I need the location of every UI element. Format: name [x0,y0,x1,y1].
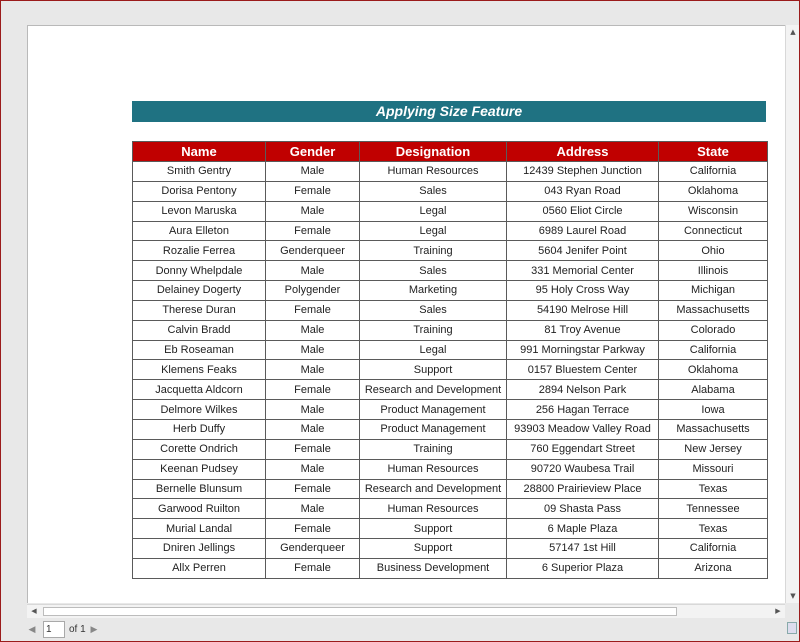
table-cell-state: Colorado [659,320,768,340]
table-cell-designation: Product Management [360,419,507,439]
document-title: Applying Size Feature [132,101,766,122]
table-cell-name: Klemens Feaks [133,360,266,380]
table-cell-address: 54190 Melrose Hill [507,300,659,320]
table-cell-gender: Male [266,459,360,479]
table-cell-address: 991 Morningstar Parkway [507,340,659,360]
table-cell-address: 95 Holy Cross Way [507,281,659,301]
table-cell-name: Allx Perren [133,558,266,578]
table-cell-state: Ohio [659,241,768,261]
table-cell-designation: Sales [360,300,507,320]
table-row [133,539,768,559]
table-cell-gender: Male [266,320,360,340]
table-cell-address: 90720 Waubesa Trail [507,459,659,479]
table-cell-state: Oklahoma [659,360,768,380]
column-header-name: Name [133,142,266,162]
table-cell-gender: Male [266,261,360,281]
table-row [133,479,768,499]
table-cell-gender: Male [266,419,360,439]
page-count-label: of 1 [69,624,86,635]
table-cell-designation: Support [360,519,507,539]
table-cell-state: California [659,340,768,360]
resize-grip-icon[interactable] [787,622,797,634]
table-cell-address: 12439 Stephen Junction [507,162,659,182]
table-cell-address: 5604 Jenifer Point [507,241,659,261]
table-cell-address: 0560 Eliot Circle [507,201,659,221]
table-cell-name: Bernelle Blunsum [133,479,266,499]
table-cell-designation: Human Resources [360,499,507,519]
table-cell-state: California [659,539,768,559]
next-page-icon[interactable]: ▶ [90,625,98,635]
table-cell-address: 256 Hagan Terrace [507,400,659,420]
table-row [133,558,768,578]
table-cell-address: 6989 Laurel Road [507,221,659,241]
table-cell-state: Texas [659,479,768,499]
table-row [133,162,768,182]
table-cell-state: New Jersey [659,439,768,459]
table-cell-gender: Genderqueer [266,539,360,559]
table-cell-address: 09 Shasta Pass [507,499,659,519]
table-cell-state: Michigan [659,281,768,301]
table-cell-gender: Female [266,221,360,241]
table-row [133,340,768,360]
table-cell-designation: Sales [360,181,507,201]
table-row [133,181,768,201]
column-header-state: State [659,142,768,162]
table-cell-state: California [659,162,768,182]
table-cell-designation: Product Management [360,400,507,420]
scroll-left-icon[interactable]: ◀ [31,607,37,615]
horizontal-scroll-thumb[interactable] [43,607,677,616]
table-row [133,360,768,380]
table-cell-name: Herb Duffy [133,419,266,439]
table-cell-name: Aura Elleton [133,221,266,241]
table-row [133,261,768,281]
table-cell-designation: Human Resources [360,162,507,182]
table-cell-gender: Female [266,181,360,201]
table-cell-gender: Female [266,300,360,320]
column-header-address: Address [507,142,659,162]
column-header-gender: Gender [266,142,360,162]
table-row [133,419,768,439]
table-cell-name: Smith Gentry [133,162,266,182]
table-cell-gender: Genderqueer [266,241,360,261]
table-row [133,320,768,340]
vertical-scrollbar[interactable] [785,25,799,603]
horizontal-scrollbar[interactable] [27,604,785,618]
table-cell-address: 0157 Bluestem Center [507,360,659,380]
table-cell-state: Oklahoma [659,181,768,201]
table-cell-name: Jacquetta Aldcorn [133,380,266,400]
table-cell-designation: Legal [360,340,507,360]
table-row [133,519,768,539]
table-cell-address: 043 Ryan Road [507,181,659,201]
table-cell-name: Corette Ondrich [133,439,266,459]
column-header-designation: Designation [360,142,507,162]
table-cell-address: 331 Memorial Center [507,261,659,281]
table-cell-address: 81 Troy Avenue [507,320,659,340]
table-cell-name: Delmore Wilkes [133,400,266,420]
table-row [133,201,768,221]
table-cell-gender: Male [266,162,360,182]
table-cell-name: Rozalie Ferrea [133,241,266,261]
table-cell-address: 760 Eggendart Street [507,439,659,459]
table-cell-name: Keenan Pudsey [133,459,266,479]
table-cell-designation: Training [360,241,507,261]
table-cell-name: Levon Maruska [133,201,266,221]
table-cell-name: Donny Whelpdale [133,261,266,281]
table-cell-gender: Male [266,499,360,519]
scroll-right-icon[interactable]: ▶ [775,607,781,615]
table-cell-gender: Male [266,400,360,420]
table-cell-name: Eb Roseaman [133,340,266,360]
table-cell-address: 6 Superior Plaza [507,558,659,578]
table-cell-name: Calvin Bradd [133,320,266,340]
table-cell-name: Delainey Dogerty [133,281,266,301]
table-cell-name: Dniren Jellings [133,539,266,559]
table-cell-state: Alabama [659,380,768,400]
table-cell-name: Garwood Ruilton [133,499,266,519]
page-canvas [27,25,785,603]
table-cell-designation: Sales [360,261,507,281]
table-cell-state: Arizona [659,558,768,578]
table-cell-state: Texas [659,519,768,539]
scroll-up-icon[interactable]: ▲ [790,28,796,36]
table-row [133,380,768,400]
table-cell-gender: Female [266,519,360,539]
table-cell-gender: Polygender [266,281,360,301]
table-cell-designation: Business Development [360,558,507,578]
table-row [133,281,768,301]
table-cell-designation: Support [360,360,507,380]
table-cell-designation: Legal [360,221,507,241]
table-cell-gender: Male [266,340,360,360]
table-cell-address: 93903 Meadow Valley Road [507,419,659,439]
table-cell-designation: Research and Development [360,380,507,400]
table-cell-gender: Female [266,479,360,499]
table-row [133,300,768,320]
table-row [133,499,768,519]
table-row [133,241,768,261]
scroll-down-icon[interactable]: ▼ [790,592,796,600]
table-cell-address: 2894 Nelson Park [507,380,659,400]
table-row [133,400,768,420]
table-cell-gender: Female [266,558,360,578]
table-cell-designation: Marketing [360,281,507,301]
table-cell-state: Iowa [659,400,768,420]
table-row [133,439,768,459]
table-cell-gender: Female [266,439,360,459]
table-cell-gender: Male [266,360,360,380]
table-cell-gender: Female [266,380,360,400]
table-cell-state: Massachusetts [659,419,768,439]
table-cell-gender: Male [266,201,360,221]
table-cell-designation: Research and Development [360,479,507,499]
table-cell-state: Wisconsin [659,201,768,221]
data-table [132,141,768,579]
table-header-row [133,142,768,162]
prev-page-icon[interactable]: ◀ [28,625,36,635]
table-cell-designation: Human Resources [360,459,507,479]
table-cell-address: 6 Maple Plaza [507,519,659,539]
table-cell-designation: Training [360,439,507,459]
table-cell-designation: Training [360,320,507,340]
table-cell-state: Illinois [659,261,768,281]
table-cell-designation: Support [360,539,507,559]
table-cell-state: Missouri [659,459,768,479]
table-cell-name: Dorisa Pentony [133,181,266,201]
table-cell-name: Therese Duran [133,300,266,320]
table-cell-name: Murial Landal [133,519,266,539]
table-cell-address: 28800 Prairieview Place [507,479,659,499]
table-cell-address: 57147 1st Hill [507,539,659,559]
table-row [133,459,768,479]
page-navigator [27,620,797,642]
table-cell-state: Connecticut [659,221,768,241]
table-cell-designation: Legal [360,201,507,221]
table-cell-state: Tennessee [659,499,768,519]
current-page-input[interactable]: 1 [43,621,65,638]
table-cell-state: Massachusetts [659,300,768,320]
table-row [133,221,768,241]
